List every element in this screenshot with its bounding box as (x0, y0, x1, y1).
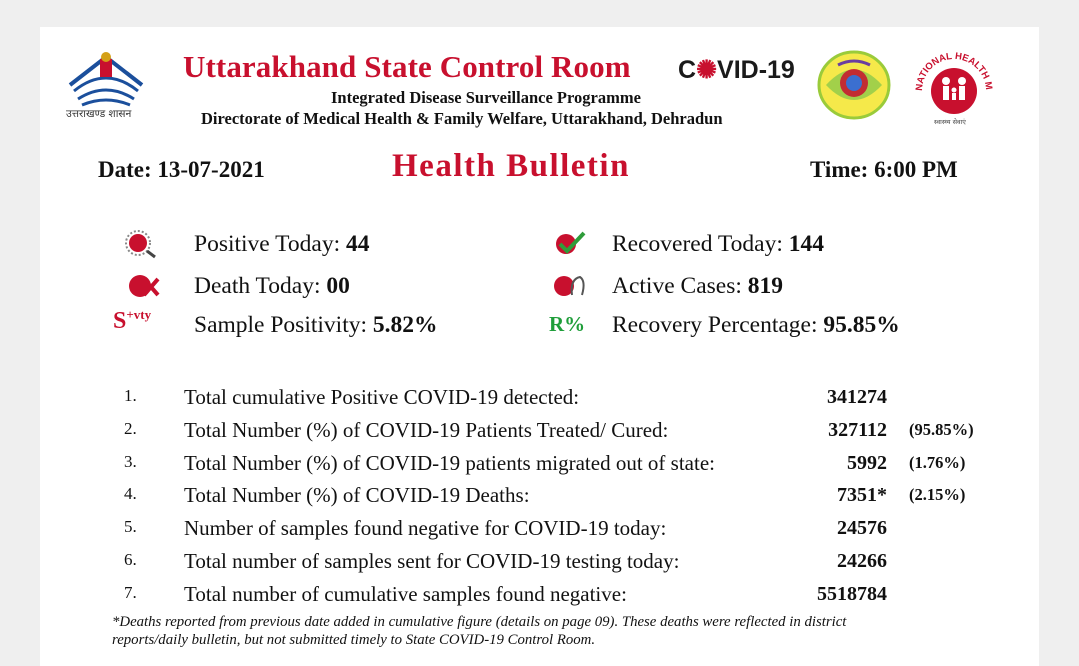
uttarakhand-govt-logo (60, 41, 152, 125)
positive-today: Positive Today: 44 (194, 231, 370, 257)
active-cases: Active Cases: 819 (612, 273, 783, 299)
directorate-subtitle: Directorate of Medical Health & Family Welfare, Uttarakhand, Dehradun (201, 109, 723, 128)
table-row-value: 24576 (837, 517, 887, 539)
table-row-value: 341274 (827, 386, 887, 408)
death-today: Death Today: 00 (194, 273, 350, 299)
table-row-value: 327112 (828, 419, 887, 441)
recovered-today: Recovered Today: 144 (612, 231, 824, 257)
table-row-value: 24266 (837, 550, 887, 572)
footnote-line-2: reports/daily bulletin, but not submitted timely to State COVID-19 Control Room. (112, 632, 596, 648)
govt-logo-caption: उत्तराखण्ड शासन (66, 108, 132, 120)
table-row-label: Number of samples found negative for COVID-19 today: (184, 516, 667, 540)
table-row-label: Total Number (%) of COVID-19 patients migrated out of state: (184, 451, 715, 475)
programme-subtitle: Integrated Disease Surveillance Programme (331, 88, 641, 107)
table-row-number: 5. (124, 517, 137, 536)
virus-person-icon (550, 271, 588, 306)
table-row-number: 4. (124, 484, 137, 503)
bulletin-heading: Health Bulletin (392, 148, 630, 184)
covid-virus-icon: ✺ (696, 56, 718, 84)
svg-text:NATIONAL HEALTH MISSION: NATIONAL HEALTH M (913, 50, 995, 92)
virus-cross-icon (126, 271, 160, 306)
table-row-number: 6. (124, 550, 137, 569)
table-row-number: 2. (124, 419, 137, 438)
positivity-symbol: $S^{+vty}$ (113, 307, 152, 334)
virus-check-icon (550, 229, 588, 264)
table-row-number: 1. (124, 386, 137, 405)
recovery-symbol: R% (549, 312, 586, 336)
table-row-label: Total cumulative Positive COVID-19 detected: (184, 385, 580, 409)
table-row-value: 5992 (847, 452, 887, 474)
page-title: Uttarakhand State Control Room (183, 49, 631, 84)
table-row-label: Total number of cumulative samples found negative: (184, 582, 627, 606)
table-row-label: Total Number (%) of COVID-19 Patients Treated/ Cured: (184, 418, 669, 442)
table-row-number: 3. (124, 452, 137, 471)
bulletin-time: Time: 6:00 PM (810, 157, 958, 182)
table-row-value: 7351* (837, 484, 887, 506)
covid19-logo-text: C✺VID-19 (678, 56, 795, 84)
table-row-label: Total Number (%) of COVID-19 Deaths: (184, 483, 530, 507)
table-row-percent: (95.85%) (909, 420, 974, 439)
recovery-percentage: Recovery Percentage: 95.85% (612, 312, 900, 338)
nhm-logo-caption: स्वास्थ्य सेवाएं (934, 118, 966, 126)
table-row-label: Total number of samples sent for COVID-19 testing today: (184, 549, 680, 573)
table-row-number: 7. (124, 583, 137, 602)
table-row-value: 5518784 (817, 583, 887, 605)
idsp-logo (816, 49, 892, 121)
nhm-logo (908, 41, 1000, 133)
virus-magnifier-icon (124, 229, 158, 264)
footnote-line-1: *Deaths reported from previous date added in cumulative figure (details on page 09). These deaths were reflected in district (112, 614, 847, 630)
table-row-percent: (2.15%) (909, 485, 966, 504)
table-row-percent: (1.76%) (909, 453, 966, 472)
bulletin-page (40, 27, 1039, 666)
bulletin-date: Date: 13-07-2021 (98, 157, 265, 182)
sample-positivity: Sample Positivity: 5.82% (194, 312, 438, 338)
